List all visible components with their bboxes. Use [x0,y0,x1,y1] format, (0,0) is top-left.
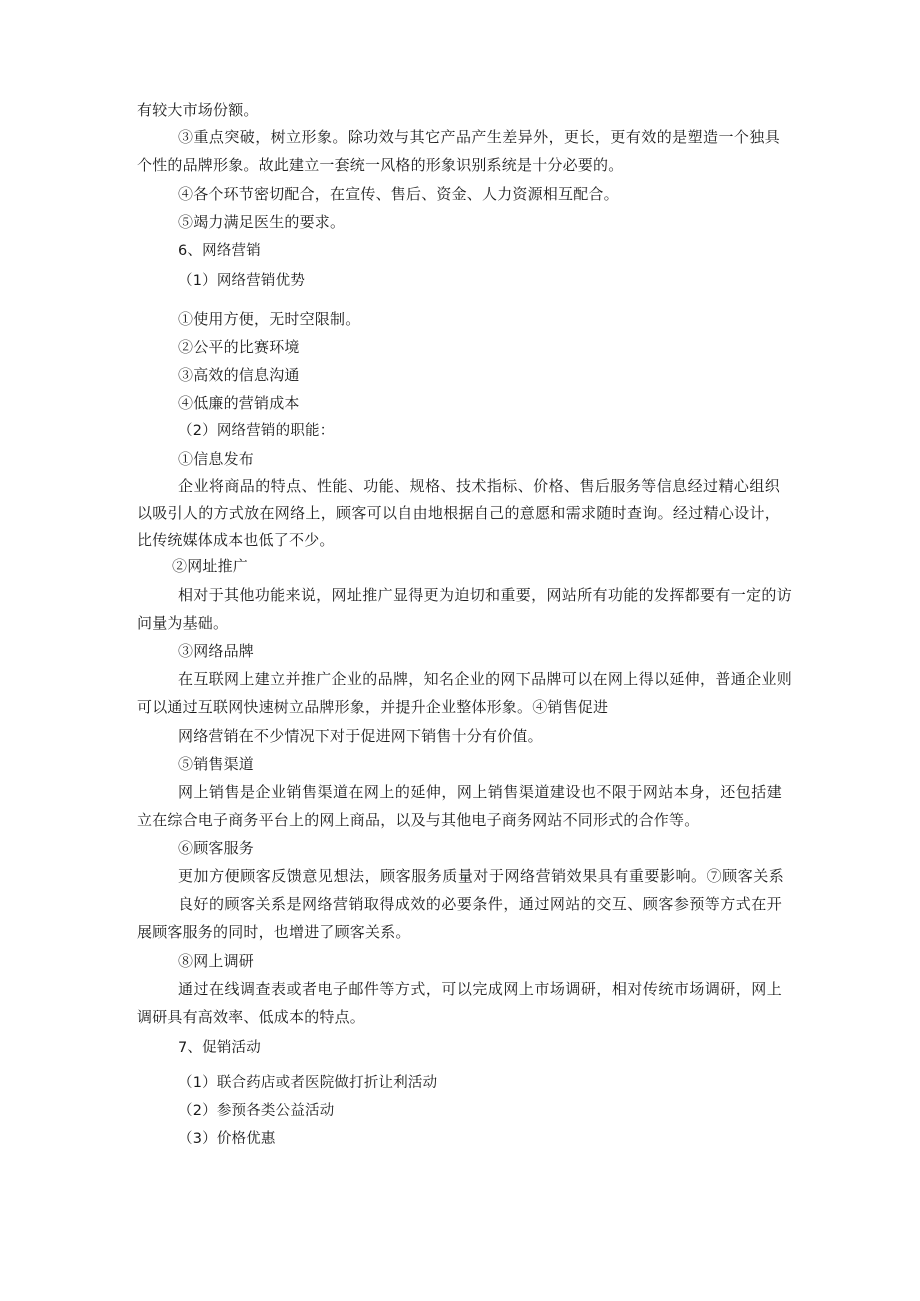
list-item: ②公平的比赛环境 [178,338,300,356]
section-heading: 6、网络营销 [178,243,261,259]
section-heading: 7、促销活动 [178,1040,261,1056]
paragraph-line: 在互联网上建立并推广企业的品牌，知名企业的网下品牌可以在网上得以延伸，普通企业则 [178,670,792,688]
paragraph-line: 网络营销在不少情况下对于促进网下销售十分有价值。 [178,727,543,745]
subsection-heading: （1）网络营销优势 [178,273,306,289]
paragraph-line: 调研具有高效率、低成本的特点。 [137,1008,366,1026]
paragraph-line: 以吸引人的方式放在网络上，顾客可以自由地根据自己的意愿和需求随时查询。经过精心设计， [137,504,780,522]
item-heading: ①信息发布 [178,450,255,468]
paragraph-line: 相对于其他功能来说，网址推广显得更为迫切和重要，网站所有功能的发挥都要有一定的访 [178,586,792,604]
list-item: （2）参预各类公益活动 [178,1103,335,1119]
subsection-heading: （2）网络营销的职能： [178,423,335,439]
item-heading: ⑥顾客服务 [178,839,255,857]
item-heading: ⑤销售渠道 [178,755,255,773]
list-item: ①使用方便，无时空限制。 [178,310,361,328]
item-heading: ⑧网上调研 [178,952,255,970]
item-heading: ③网络品牌 [178,642,255,660]
list-item: ④低廉的营销成本 [178,394,300,412]
item-heading: ②网址推广 [172,557,249,575]
paragraph-line: 良好的顾客关系是网络营销取得成效的必要条件，通过网站的交互、顾客参预等方式在开 [178,895,782,913]
paragraph-line: 可以通过互联网快速树立品牌形象，并提升企业整体形象。④销售促进 [137,698,609,716]
paragraph-line: 企业将商品的特点、性能、功能、规格、技术指标、价格、售后服务等信息经过精心组织 [178,477,780,495]
paragraph-line: 问量为基础。 [137,614,229,632]
paragraph-line: 比传统媒体成本也低了不少。 [137,531,335,549]
paragraph-line: 展顾客服务的同时，也增进了顾客关系。 [137,923,411,941]
paragraph-line: 立在综合电子商务平台上的网上商品，以及与其他电子商务网站不同形式的合作等。 [137,811,700,829]
paragraph-line: 更加方便顾客反馈意见想法，顾客服务质量对于网络营销效果具有重要影响。⑦顾客关系 [178,867,784,885]
list-item: （1）联合药店或者医院做打折让利活动 [178,1075,438,1091]
paragraph-line: 网上销售是企业销售渠道在网上的延伸，网上销售渠道建设也不限于网站本身，还包括建 [178,783,782,801]
paragraph-line: 通过在线调查表或者电子邮件等方式，可以完成网上市场调研，相对传统市场调研，网上 [178,980,782,998]
paragraph-line: ⑤竭力满足医生的要求。 [178,213,346,231]
list-item: （3）价格优惠 [178,1131,276,1147]
paragraph-line: 有较大市场份额。 [137,101,259,119]
paragraph-line: ④各个环节密切配合，在宣传、售后、资金、人力资源相互配合。 [178,185,619,203]
paragraph-line: ③重点突破，树立形象。除功效与其它产品产生差异外，更长，更有效的是塑造一个独具 [178,128,780,146]
list-item: ③高效的信息沟通 [178,366,300,384]
paragraph-line: 个性的品牌形象。故此建立一套统一风格的形象识别系统是十分必要的。 [137,156,624,174]
